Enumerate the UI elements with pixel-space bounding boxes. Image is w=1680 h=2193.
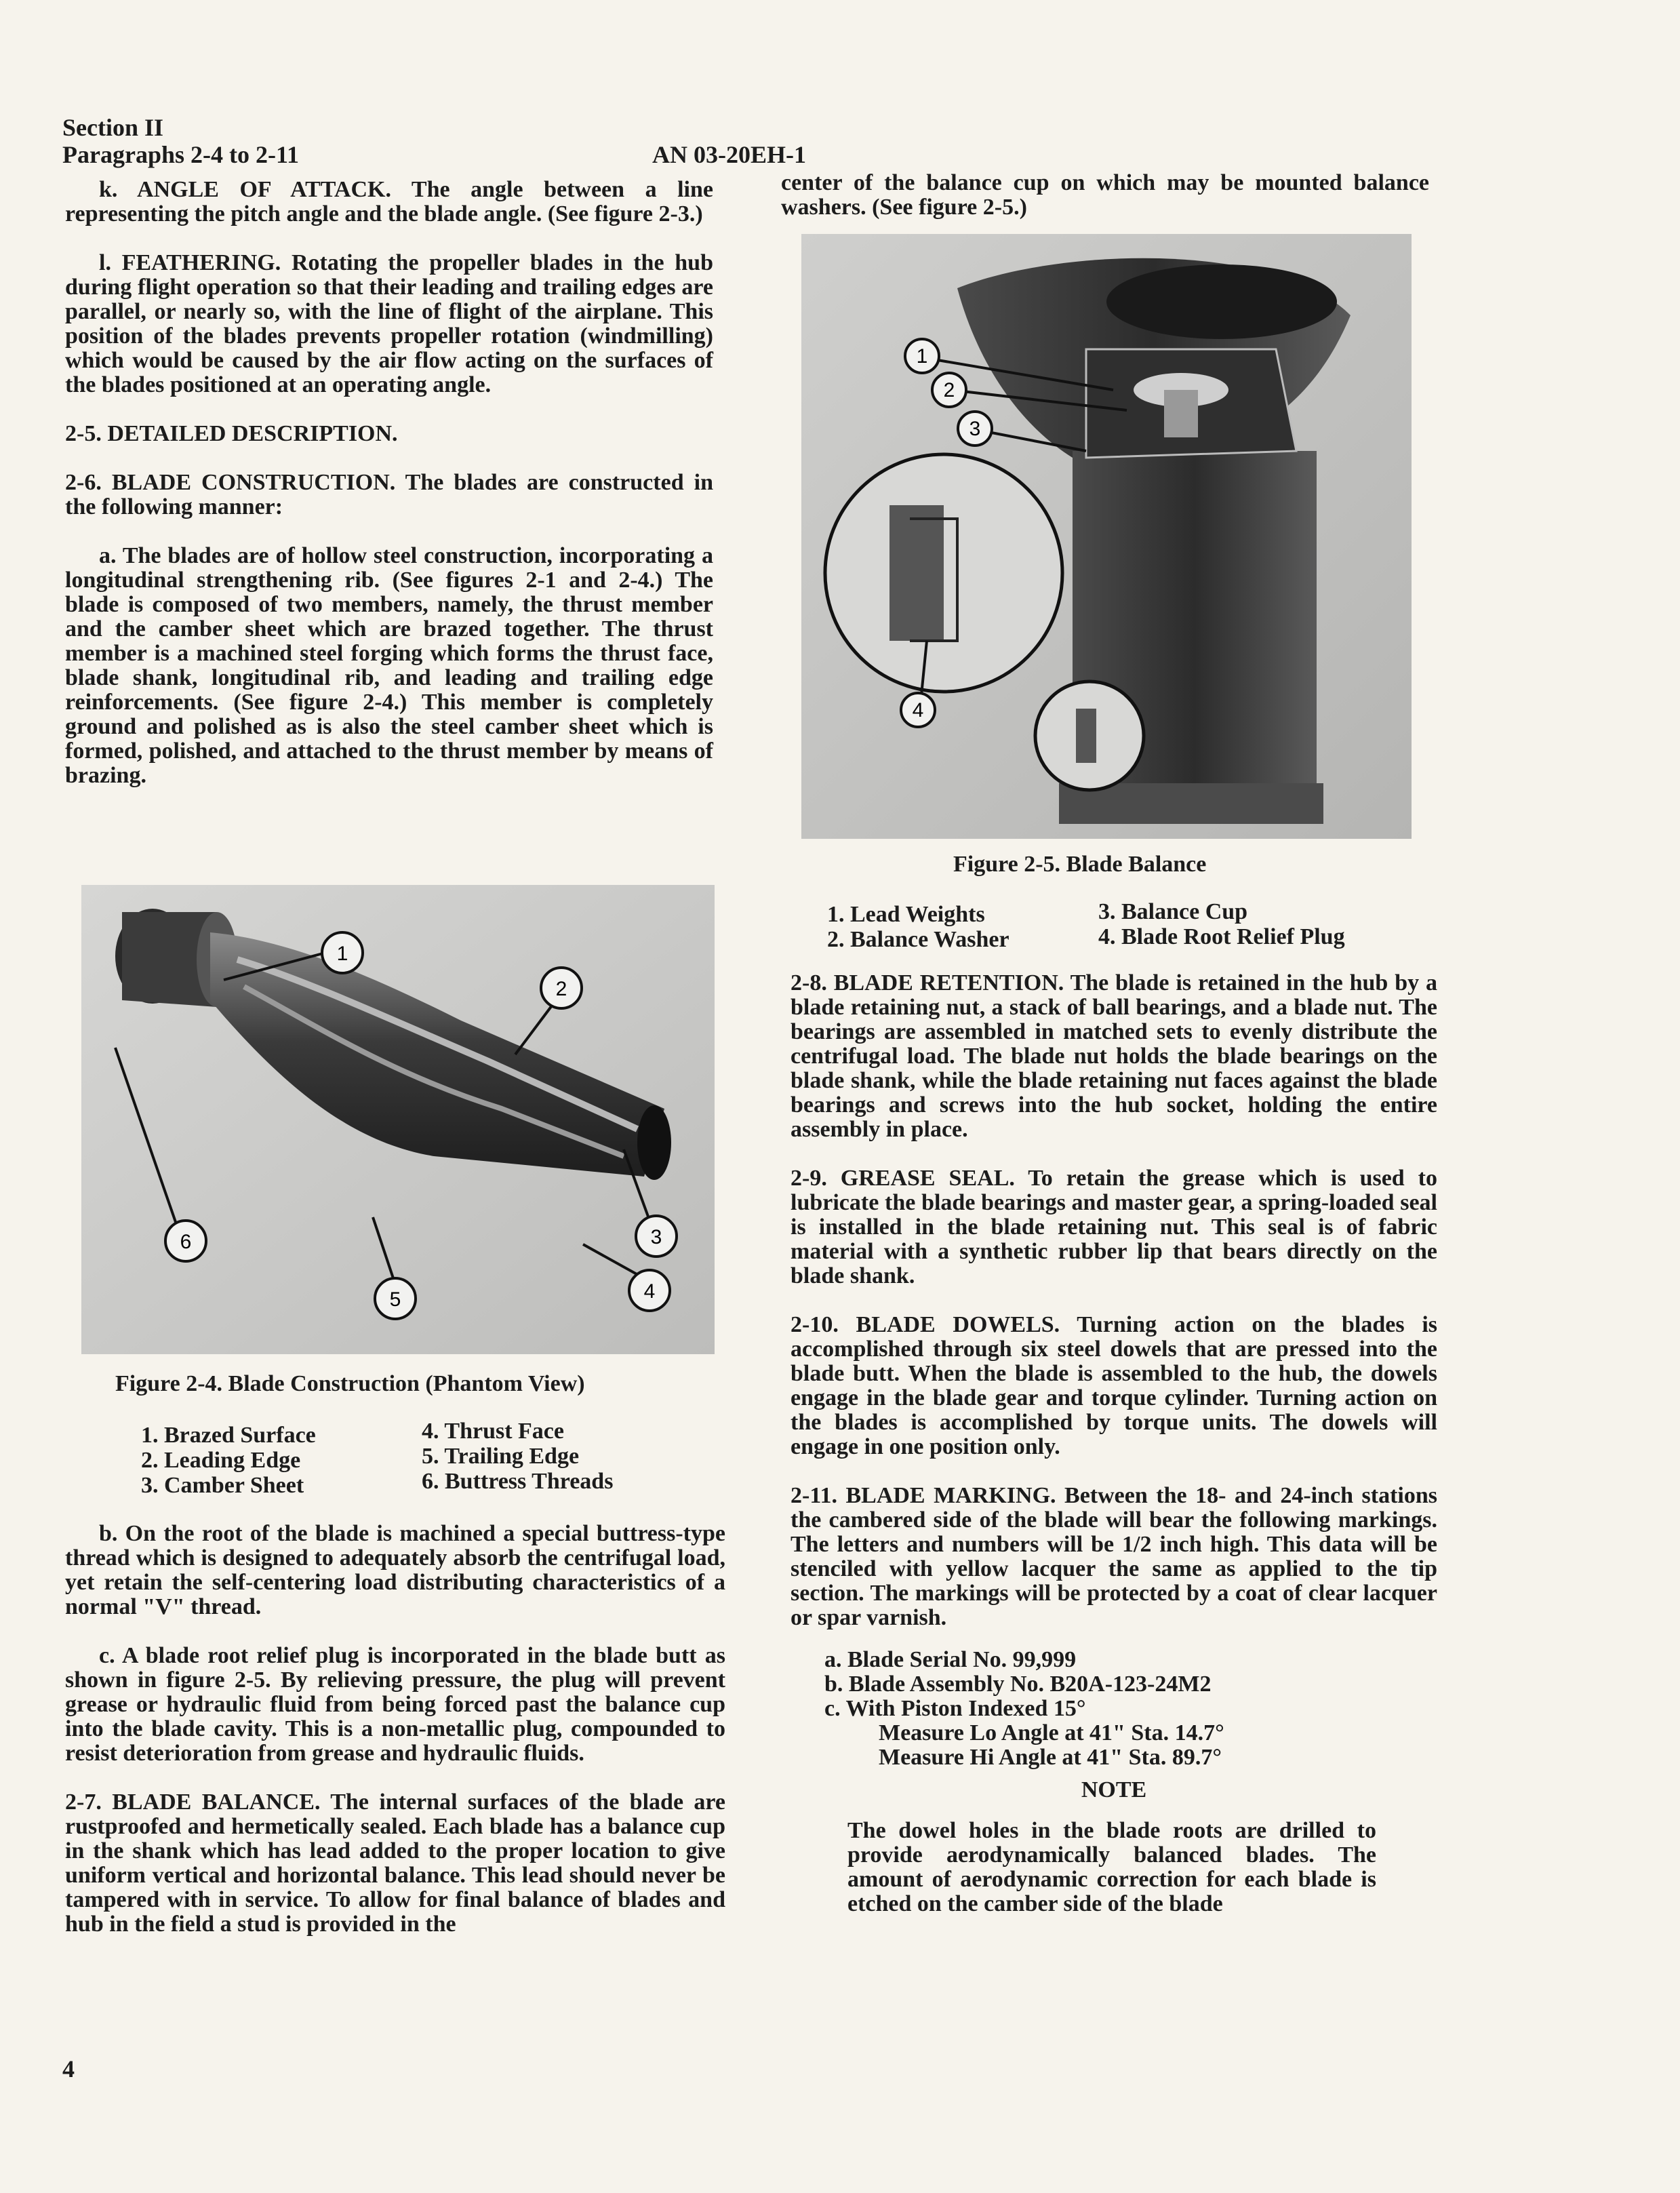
figure-2-5-legend-left (827, 902, 1009, 952)
right-column-top (781, 171, 1429, 244)
legend-lead-weights: 1. Lead Weights (827, 902, 985, 927)
callout-3 (636, 1216, 677, 1257)
legend-thrust-face: 4. Thrust Face (422, 1419, 564, 1444)
figure-2-4-legend-left (141, 1423, 316, 1498)
para-l-feathering: l. FEATHERING. Rotating the propeller blades in the hub during flight operation so that their leading and trailing edges are parallel, or nearly so, with the line of flight of the airplane. This position of the blades prevents propeller rotation (windmilling) which would be caused by the air flow acting on the surfaces of the blades positioned at an operating angle. (65, 250, 713, 397)
para-a-blade-construction: a. The blades are of hollow steel construction, incorporating a longitudinal strengthening rib. (See figures 2-1 and 2-4.) The blade is composed of two members, namely, the thrust member and the camber sheet which are brazed together. The thrust member is a machined steel forging which forms the thrust face, blade shank, longitudinal rib, and leading and trailing edge reinforcements. (See figure 2-4.) This member is completely ground and polished as is also the steel camber sheet which is formed, polished, and attached to the thrust member by means of brazing. (65, 543, 713, 788)
marking-lo-angle: Measure Lo Angle at 41" Sta. 14.7° (879, 1720, 1224, 1745)
right-column-main (791, 971, 1437, 1941)
left-column-bottom (65, 1522, 725, 1961)
svg-text:3: 3 (969, 418, 981, 440)
left-column-top (65, 178, 713, 812)
svg-text:1: 1 (336, 943, 348, 965)
legend-relief-plug: 4. Blade Root Relief Plug (1098, 924, 1345, 949)
paragraph-range: Paragraphs 2-4 to 2-11 (62, 141, 299, 168)
para-k-angle-of-attack: k. ANGLE OF ATTACK. The angle between a line representing the pitch angle and the blade angle. (See figure 2-3.) (65, 177, 713, 226)
svg-text:6: 6 (180, 1231, 192, 1253)
figure-2-4-photo (81, 885, 715, 1354)
para-2-6: 2-6. BLADE CONSTRUCTION. The blades are constructed in the following manner: (65, 470, 713, 519)
figure-2-5-photo (801, 234, 1412, 839)
section-label: Section II (62, 114, 164, 141)
callout-6 (165, 1221, 206, 1261)
callout-5 (375, 1278, 416, 1319)
legend-camber-sheet: 3. Camber Sheet (141, 1473, 304, 1498)
note-title: NOTE (1081, 1777, 1147, 1802)
svg-text:4: 4 (643, 1280, 656, 1303)
marking-assembly: b. Blade Assembly No. B20A-123-24M2 (824, 1672, 1212, 1697)
figure-2-4-legend-right (422, 1419, 613, 1494)
marking-list (791, 1648, 1437, 1770)
legend-brazed-surface: 1. Brazed Surface (141, 1423, 316, 1448)
figure-2-5-legend-right (1098, 899, 1345, 949)
page-number: 4 (62, 2055, 75, 2082)
figure-2-5-caption: Figure 2-5. Blade Balance (953, 852, 1207, 877)
svg-text:2: 2 (943, 379, 955, 401)
para-balance-continued: center of the balance cup on which may be mounted balance washers. (See figure 2-5.) (781, 170, 1429, 220)
para-2-11: 2-11. BLADE MARKING. Between the 18- and 24-inch stations the cambered side of the blade will bear the following markings. The letters and numbers will be 1/2 inch high. This data will be stenciled with yellow lacquer the same as applied to the tip section. The markings will be protected by a coat of clear lacquer or spar varnish. (791, 1483, 1437, 1630)
callout-1 (322, 932, 363, 973)
legend-balance-washer: 2. Balance Washer (827, 927, 1009, 952)
callout-a3 (958, 412, 992, 446)
svg-text:4: 4 (912, 699, 924, 722)
document-number: AN 03-20EH-1 (652, 141, 806, 168)
marking-hi-angle: Measure Hi Angle at 41" Sta. 89.7° (879, 1745, 1222, 1770)
callout-4 (629, 1270, 670, 1311)
legend-buttress-threads: 6. Buttress Threads (422, 1469, 614, 1494)
para-c-relief-plug: c. A blade root relief plug is incorporated in the blade butt as shown in figure 2-5. By relieving pressure, the plug will prevent grease or hydraulic fluid from being forced past the balance cup into the blade cavity. This is a non-metallic plug, compounded to resist deterioration from grease and hydraulic fluids. (65, 1643, 725, 1766)
legend-leading-edge: 2. Leading Edge (141, 1448, 301, 1473)
svg-text:3: 3 (650, 1226, 662, 1248)
legend-trailing-edge: 5. Trailing Edge (422, 1444, 580, 1469)
legend-balance-cup: 3. Balance Cup (1098, 899, 1248, 924)
svg-text:1: 1 (916, 345, 928, 368)
callout-a2 (932, 373, 966, 407)
marking-piston: c. With Piston Indexed 15° (824, 1696, 1086, 1721)
para-b-buttress-thread: b. On the root of the blade is machined a special buttress-type thread which is designed to adequately absorb the centrifugal load, yet retain the self-centering load distributing characteristics of a normal "V" thread. (65, 1521, 725, 1619)
svg-text:5: 5 (389, 1288, 401, 1311)
callout-a1 (905, 339, 939, 373)
svg-text:2: 2 (555, 978, 567, 1000)
para-2-8: 2-8. BLADE RETENTION. The blade is retained in the hub by a blade retaining nut, a stack of ball bearings, and a blade nut. The bearings are assembled in matched sets to evenly distribute the centrifugal load. The blade nut holds the blade bearings on the blade shank, while the blade retaining nut faces against the blade bearings and screws into the hub socket, holding the entire assembly in place. (791, 970, 1437, 1142)
para-2-10: 2-10. BLADE DOWELS. Turning action on the blades is accomplished through six steel dowels that are pressed into the blade butt. When the blade is assembled to the hub, the dowels engage in the blade gear and torque cylinder. Turning action on the blades is accomplished by torque units. The dowels will engage in one position only. (791, 1312, 1437, 1459)
callout-a4 (901, 693, 935, 727)
heading-2-5: 2-5. DETAILED DESCRIPTION. (65, 421, 398, 446)
figure-2-4-caption: Figure 2-4. Blade Construction (Phantom View) (115, 1371, 585, 1396)
para-2-7: 2-7. BLADE BALANCE. The internal surfaces of the blade are rustproofed and hermetically sealed. Each blade has a balance cup in the shank which has lead added to the proper location to give uniform vertical and horizontal balance. This lead should never be tampered with in service. To allow for final balance of blades and hub in the field a stud is provided in the (65, 1790, 725, 1937)
marking-serial: a. Blade Serial No. 99,999 (824, 1647, 1077, 1672)
note-text: The dowel holes in the blade roots are drilled to provide aerodynamically balanced blades. The amount of aerodynamic correction for each blade is etched on the camber side of the blade (847, 1818, 1376, 1916)
callout-2 (541, 968, 582, 1008)
para-2-9: 2-9. GREASE SEAL. To retain the grease which is used to lubricate the blade bearings and master gear, a spring-loaded seal is installed in the blade retaining nut. This seal is of fabric material with a synthetic rubber lip that bears directly on the blade shank. (791, 1166, 1437, 1288)
